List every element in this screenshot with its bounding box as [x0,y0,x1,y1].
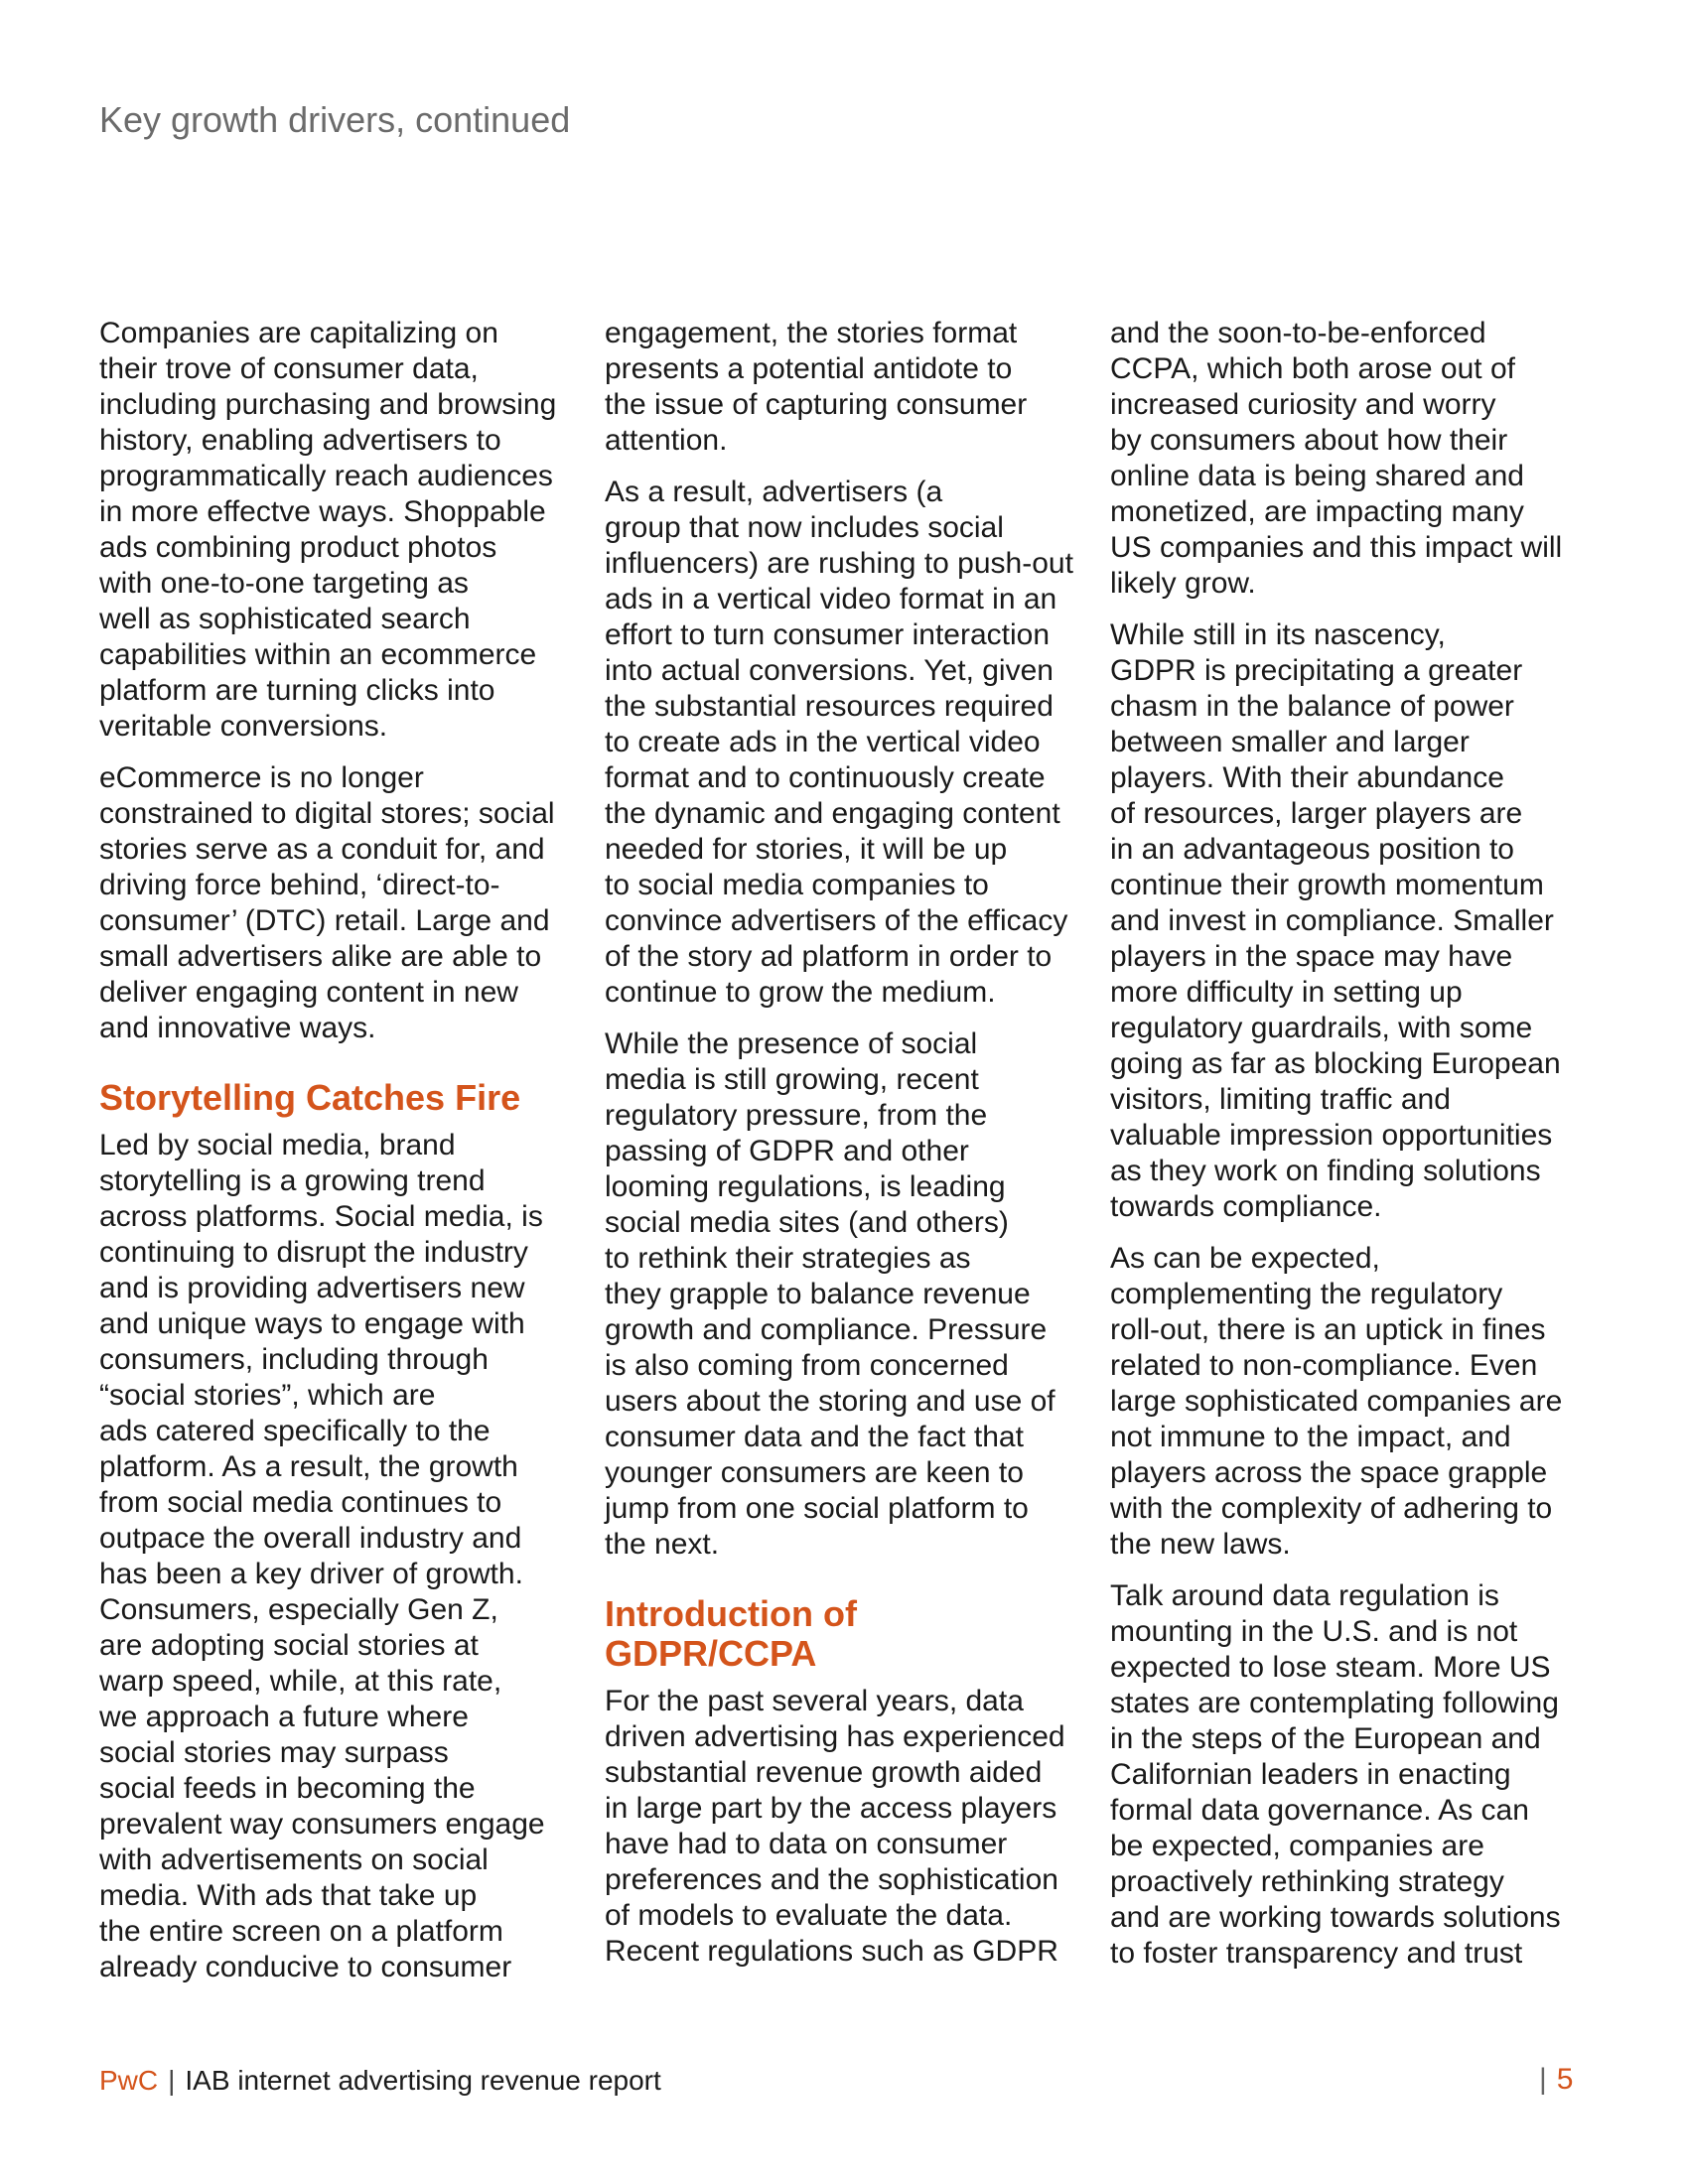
paragraph: While the presence of social media is still growing, recent regulatory pressure, from the passing of GDPR and other looming regulations, is leading social media sites (and others) to rethink their strategies as they grapple to balance revenue growth and compliance. Pressure is also coming from concerned users about the storing and use of consumer data and the fact that younger consumers are keen to jump from one social platform to the next. [605,1027,1055,1561]
paragraph: Companies are capitalizing on their trove of consumer data, including purchasing and browsing history, enabling advertisers to programmatically reach audiences in more effectve ways. Shoppable ads combining product photos with one-to-one targeting as well as sophisticated search capabilities within an ecommerce platform are turning clicks into veritable conversions. [99,317,557,743]
page-footer [99,2065,661,2097]
footer-separator: | [168,2065,176,2096]
footer-brand: PwC [99,2065,159,2096]
section-heading: Storytelling Catches Fire [99,1077,521,1118]
text-column-3 [1110,316,1607,1987]
footer-report-title: IAB internet advertising revenue report [185,2065,661,2096]
page-header-title: Key growth drivers, continued [99,99,571,140]
paragraph: and the soon-to-be-enforced CCPA, which both arose out of increased curiosity and worry by consumers about how their online data is being shared and monetized, are impacting many US companies and this impact will likely grow. [1110,317,1563,600]
paragraph: Led by social media, brand storytelling is a growing trend across platforms. Social media, is continuing to disrupt the industry and is providing advertisers new and unique ways to engage with consumers, including through “social stories”, which are ads catered specifically to the platform. As a result, the growth from social media continues to outpace the overall industry and has been a key driver of growth. Consumers, especially Gen Z, are adopting social stories at warp speed, while, at this rate, we approach a future where social stories may surpass social feeds in becoming the prevalent way consumers engage with advertisements on social media. With ads that take up the entire screen on a platform already conducive to consumer [99,1129,545,1983]
text-column-1 [99,316,588,2001]
paragraph: eCommerce is no longer constrained to digital stores; social stories serve as a conduit for, and driving force behind, ‘direct-to- consumer’ (DTC) retail. Large and small advertisers alike are able to deliver engaging content in new and innovative ways. [99,761,555,1044]
paragraph: While still in its nascency, GDPR is precipitating a greater chasm in the balance of power between smaller and larger players. With their abundance of resources, larger players are in an advantageous position to continue their growth momentum and invest in compliance. Smaller players in the space may have more difficulty in setting up regulatory guardrails, with some going as far as blocking European visitors, limiting traffic and valuable impression opportunities as they work on finding solutions towards compliance. [1110,618,1561,1223]
paragraph: As a result, advertisers (a group that now includes social influencers) are rushing to push-out ads in a vertical video format in an effort to turn consumer interaction into actual conversions. Yet, given the substantial resources required to create ads in the vertical video format and to continuously create the dynamic and engaging content needed for stories, it will be up to social media companies to convince advertisers of the efficacy of the story ad platform in order to continue to grow the medium. [605,476,1073,1009]
paragraph: For the past several years, data driven advertising has experienced substantial revenue growth aided in large part by the access players have had to data on consumer preferences and the sophistication of models to evaluate the data. Recent regulations such as GDPR [605,1685,1065,1968]
page-number [1539,2063,1573,2097]
page-number-value: 5 [1556,2063,1574,2096]
paragraph: engagement, the stories format presents a potential antidote to the issue of capturing consumer attention. [605,317,1028,457]
text-column-2 [605,316,1093,1985]
page-number-separator: | [1539,2063,1547,2096]
paragraph: As can be expected, complementing the regulatory roll-out, there is an uptick in fines related to non-compliance. Even large sophisticated companies are not immune to the impact, and players across the space grapple with the complexity of adhering to the new laws. [1110,1242,1563,1561]
section-heading: Introduction of GDPR/CCPA [605,1593,857,1674]
paragraph: Talk around data regulation is mounting in the U.S. and is not expected to lose steam. More US states are contemplating following in the steps of the European and Californian leaders in enacting formal data governance. As can be expected, companies are proactively rethinking strategy and are working towards solutions to foster transparency and trust [1110,1579,1561,1970]
